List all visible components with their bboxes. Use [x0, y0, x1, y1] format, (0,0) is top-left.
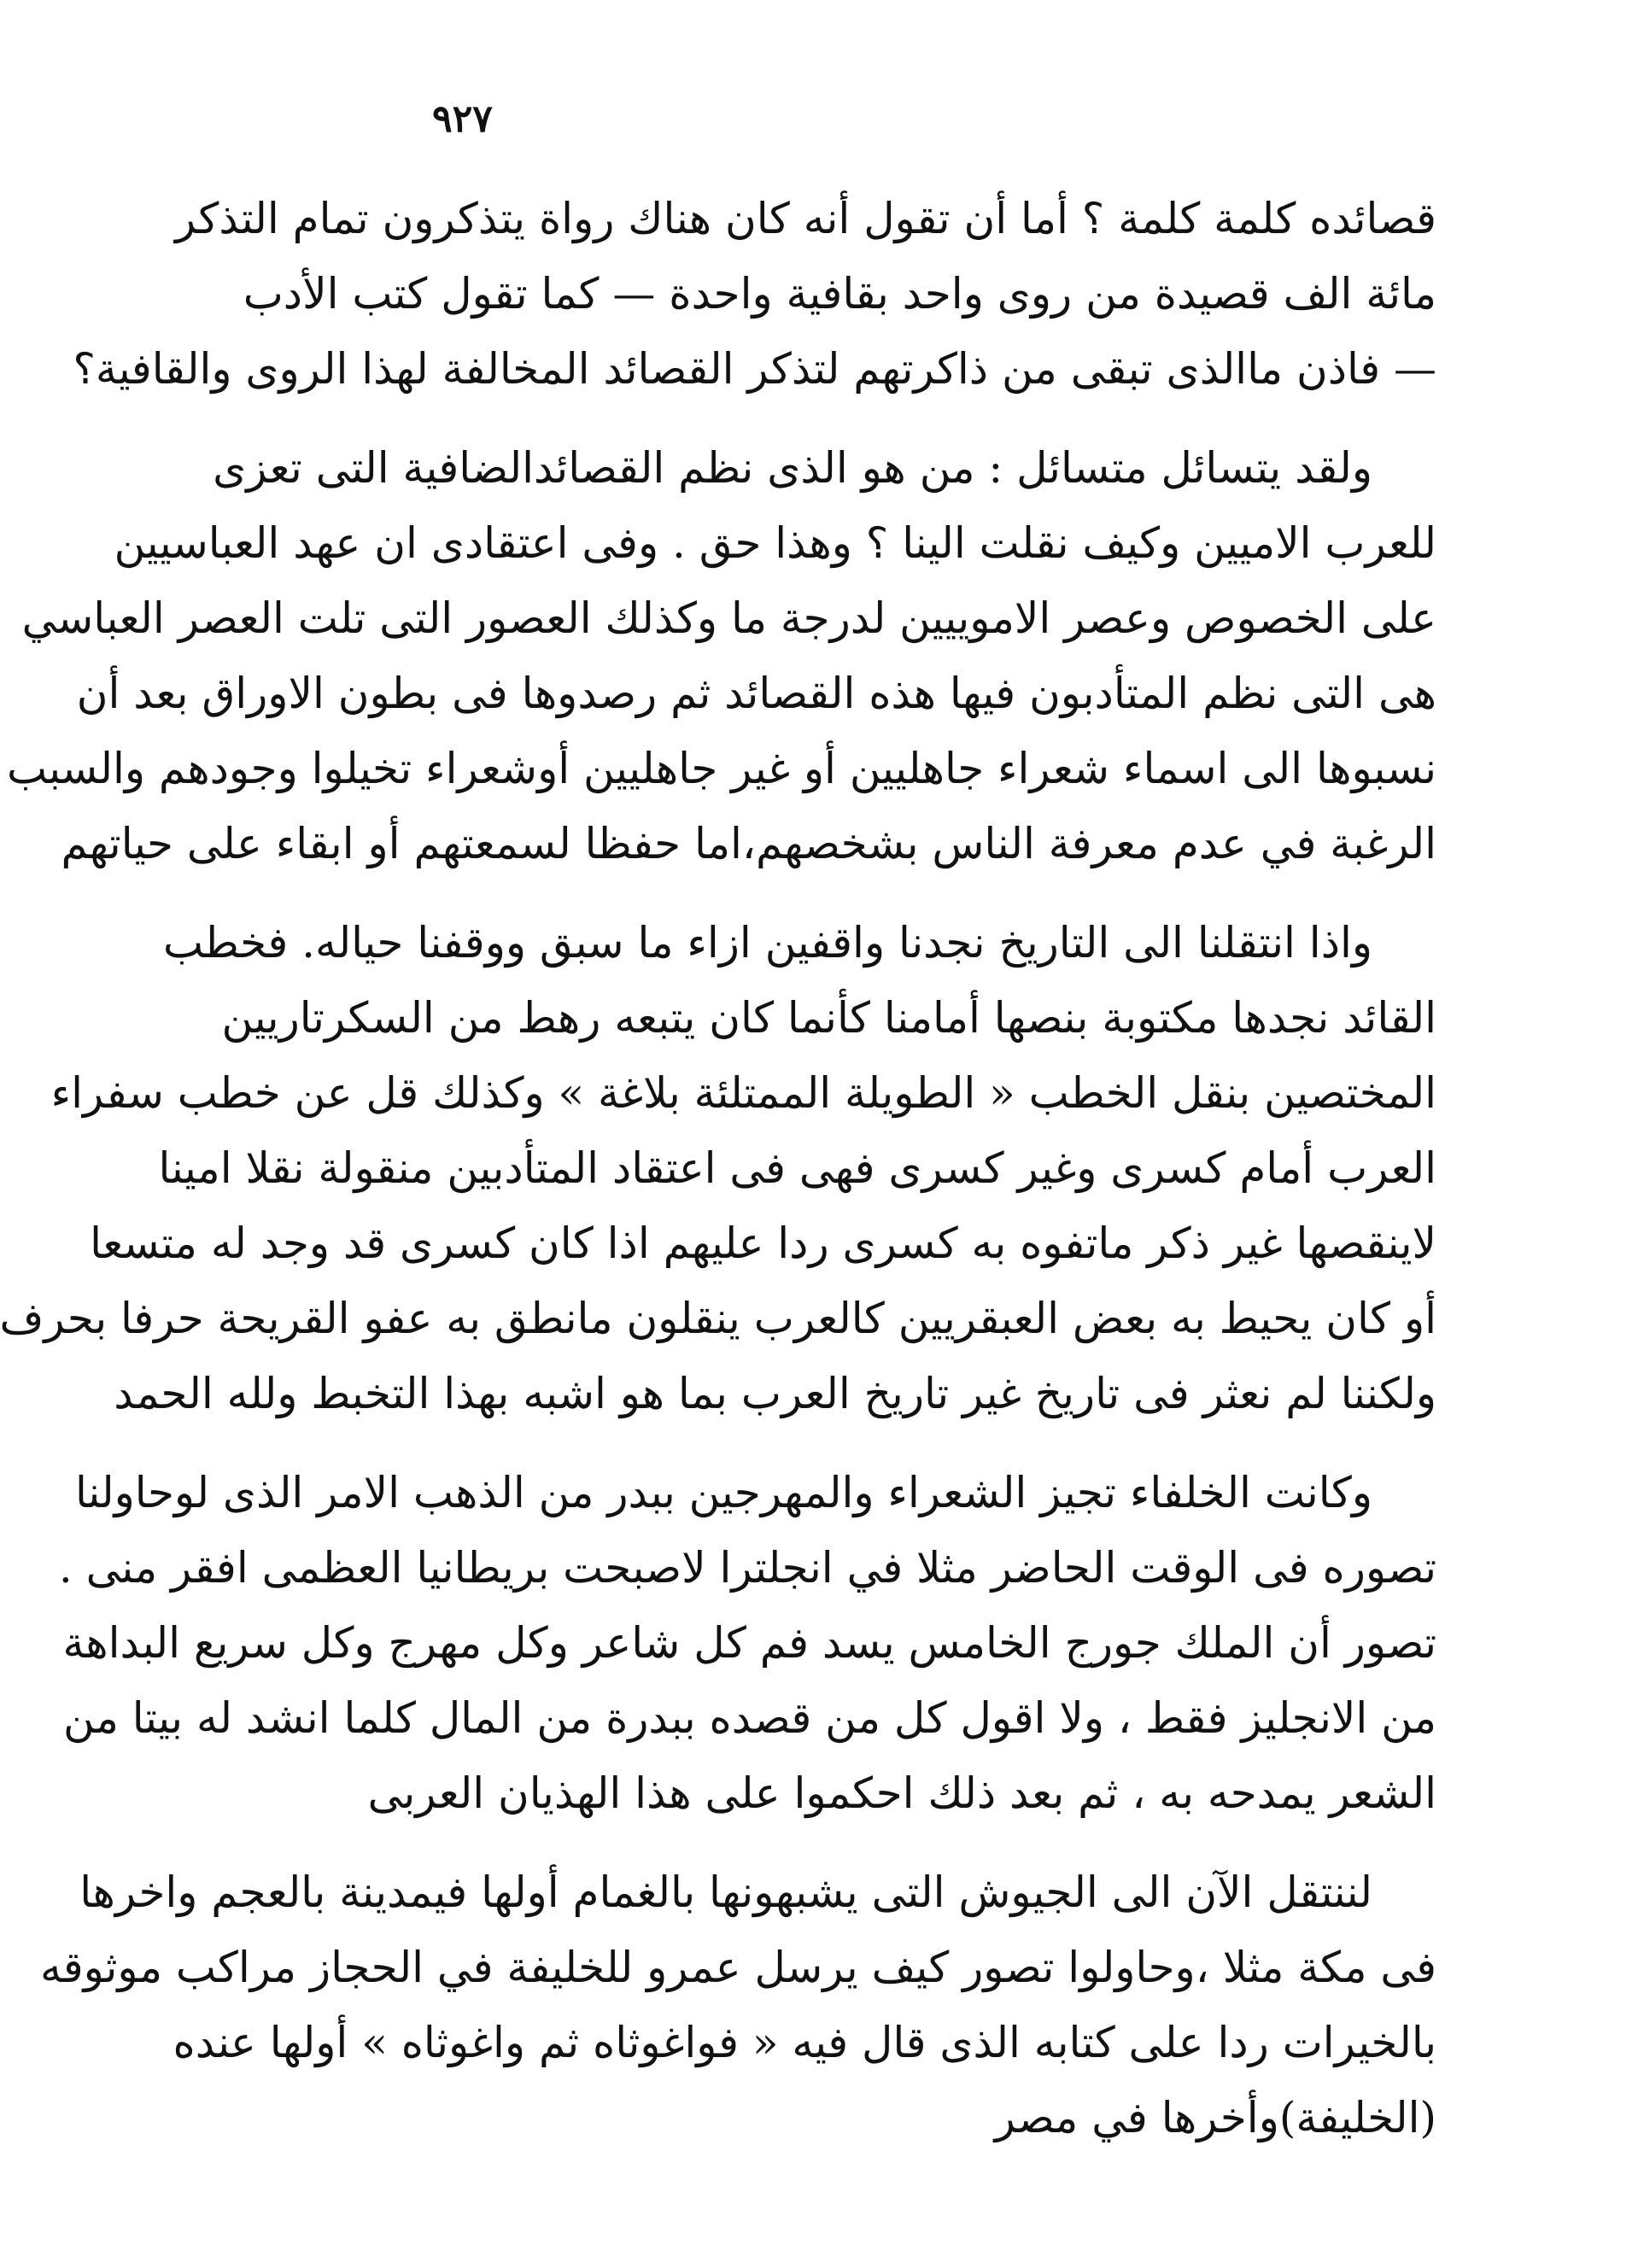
body-text [0, 181, 1436, 2179]
text-line: نسبوها الى اسماء شعراء جاهليين أو غير جاهليين أوشعراء تخيلوا وجودهم والسبب [6, 744, 1436, 793]
paragraph [0, 905, 1436, 1431]
text-line: هى التى نظم المتأدبون فيها هذه القصائد ثم رصدوها فى بطون الاوراق بعد أن [76, 669, 1436, 718]
text-line: ولكننا لم نعثر فى تاريخ غير تاريخ العرب بما هو اشبه بهذا التخبط ولله الحمد [114, 1369, 1436, 1418]
text-line: للعرب الاميين وكيف نقلت الينا ؟ وهذا حق . وفى اعتقادى ان عهد العباسيين [114, 518, 1436, 568]
text-line: تصوره فى الوقت الحاضر مثلا في انجلترا لاصبحت بريطانيا العظمى افقر منى . [58, 1543, 1436, 1593]
page-number: ٩٢٧ [432, 97, 493, 141]
text-line: بالخيرات ردا على كتابه الذى قال فيه « فواغوثاه ثم واغوثاه » أولها عنده [173, 2018, 1436, 2067]
text-line: تصور أن الملك جورج الخامس يسد فم كل شاعر وكل مهرج وكل سريع البداهة [62, 1618, 1436, 1668]
text-line: واذا انتقلنا الى التاريخ نجدنا واقفين ازاء ما سبق ووقفنا حياله. فخطب [162, 918, 1372, 967]
text-line: لاينقصها غير ذكر ماتفوه به كسرى ردا عليهم اذا كان كسرى قد وجد له متسعا [90, 1219, 1436, 1268]
text-line: لننتقل الآن الى الجيوش التى يشبهونها بالغمام أولها فيمدينة بالعجم واخرها [79, 1868, 1372, 1917]
text-line: القائد نجدها مكتوبة بنصها أمامنا كأنما كان يتبعه رهط من السكرتاريين [221, 993, 1436, 1043]
paragraph [6, 430, 1436, 881]
text-line: من الانجليز فقط ، ولا اقول كل من قصده ببدرة من المال كلما انشد له بيتا من [63, 1693, 1436, 1743]
text-line: الرغبة في عدم معرفة الناس بشخصهم،اما حفظا لسمعتهم أو ابقاء على حياتهم [61, 819, 1436, 868]
text-line: ولقد يتسائل متسائل : من هو الذى نظم القصائدالضافية التى تعزى [213, 443, 1372, 493]
paragraph [39, 1855, 1436, 2155]
text-line: مائة الف قصيدة من روى واحد بقافية واحدة — كما تقول كتب الأدب [243, 269, 1436, 319]
text-line: — فاذن ماالذى تبقى من ذاكرتهم لتذكر القصائد المخالفة لهذا الروى والقافية؟ [73, 344, 1436, 394]
text-line: (الخليفة)وأخرها في مصر [994, 2093, 1436, 2142]
text-line: وكانت الخلفاء تجيز الشعراء والمهرجين ببدر من الذهب الامر الذى لوحاولنا [75, 1468, 1372, 1517]
paragraph [73, 181, 1436, 406]
text-line: قصائده كلمة كلمة ؟ أما أن تقول أنه كان هناك رواة يتذكرون تمام التذكر [174, 194, 1436, 243]
text-line: على الخصوص وعصر الاموييين لدرجة ما وكذلك العصور التى تلت العصر العباسي [21, 593, 1436, 643]
text-line: أو كان يحيط به بعض العبقريين كالعرب ينقلون مانطق به عفو القريحة حرفا بحرف [0, 1294, 1436, 1343]
text-line: العرب أمام كسرى وغير كسرى فهى فى اعتقاد المتأدبين منقولة نقلا امينا [158, 1143, 1436, 1193]
paragraph [58, 1455, 1436, 1831]
text-line: فى مكة مثلا ،وحاولوا تصور كيف يرسل عمرو للخليفة في الحجاز مراكب موثوقه [39, 1943, 1436, 1992]
text-line: المختصين بنقل الخطب « الطويلة الممتلئة بلاغة » وكذلك قل عن خطب سفراء [50, 1068, 1436, 1118]
text-line: الشعر يمدحه به ، ثم بعد ذلك احكموا على هذا الهذيان العربى [367, 1768, 1436, 1818]
